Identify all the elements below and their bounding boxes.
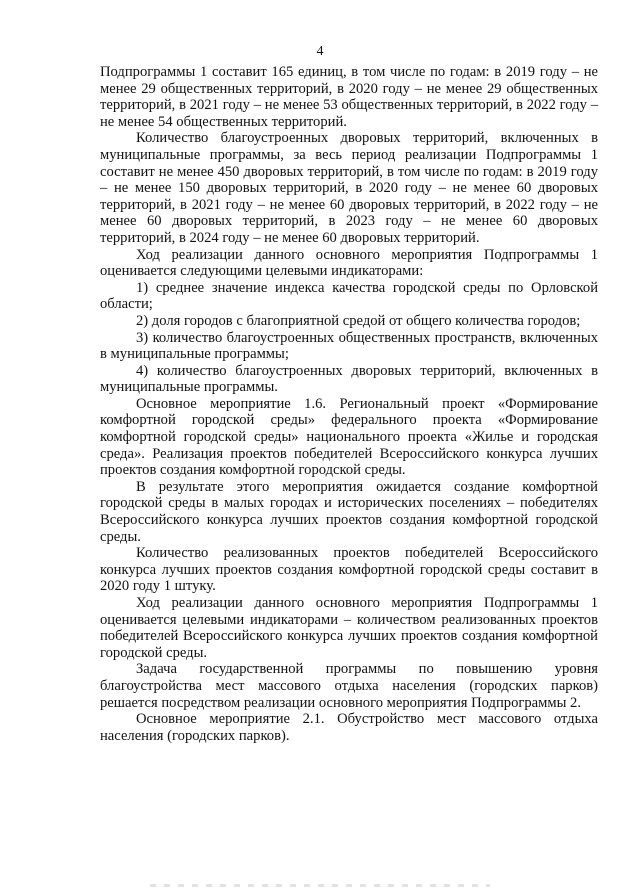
paragraph: В результате этого мероприятия ожидается создание комфортной городской среды в малых городах и исторических поселениях – победителях Всероссийского конкурса лучших проектов создания комфортной городской среды. [100,478,598,545]
paragraph: Количество благоустроенных дворовых территорий, включенных в муниципальные программы, за весь период реализации Подпрограммы 1 составит не менее 450 дворовых территорий, в том числе по годам: в 2019 году – не менее 150 дворовых территорий, в 2020 году – не менее 60 дворовых территорий, в 2021 году – не менее 60 дворовых территорий, в 2022 году – не менее 60 дворовых территорий, в 2023 году – не менее 60 дворовых территорий, в 2024 году – не менее 60 дворовых территорий. [100,130,598,246]
paragraph: Основное мероприятие 2.1. Обустройство мест массового отдыха населения (городских парков). [100,711,598,744]
paragraph: Количество реализованных проектов победителей Всероссийского конкурса лучших проектов создания комфортной городской среды составит в 2020 году 1 штуку. [100,545,598,595]
document-body [100,64,598,744]
list-item: 4) количество благоустроенных дворовых территорий, включенных в муниципальные программы. [100,362,598,396]
scan-artifact [150,884,490,887]
list-item: 2) доля городов с благоприятной средой от общего количества городов; [136,312,581,329]
list-item: 1) среднее значение индекса качества городской среды по Орловской области; [100,279,598,313]
paragraph: Ход реализации данного основного мероприятия Подпрограммы 1 оценивается следующими целевыми индикаторами: [100,246,598,280]
paragraph: Задача государственной программы по повышению уровня благоустройства мест массового отдыха населения (городских парков) решается посредством реализации основного мероприятия Подпрограммы 2. [100,661,598,711]
page-number: 4 [316,44,324,59]
paragraph: Ход реализации данного основного мероприятия Подпрограммы 1 оценивается целевыми индикаторами – количеством реализованных проектов победителей Всероссийского конкурса лучших проектов создания комфортной городской среды. [100,595,598,661]
list-item: 3) количество благоустроенных общественных пространств, включенных в муниципальные программы; [100,329,598,363]
paragraph: Подпрограммы 1 составит 165 единиц, в том числе по годам: в 2019 году – не менее 29 общественных территорий, в 2020 году – не менее 29 общественных территорий, в 2021 году – не менее 53 общественных территорий, в 2022 году – не менее 54 общественных территорий. [100,64,598,130]
paragraph: Основное мероприятие 1.6. Региональный проект «Формирование комфортной городской среды» федерального проекта «Формирование комфортной городской среды» национального проекта «Жилье и городская среда». Реализация проектов победителей Всероссийского конкурса лучших проектов создания комфортной городской среды. [100,395,598,479]
